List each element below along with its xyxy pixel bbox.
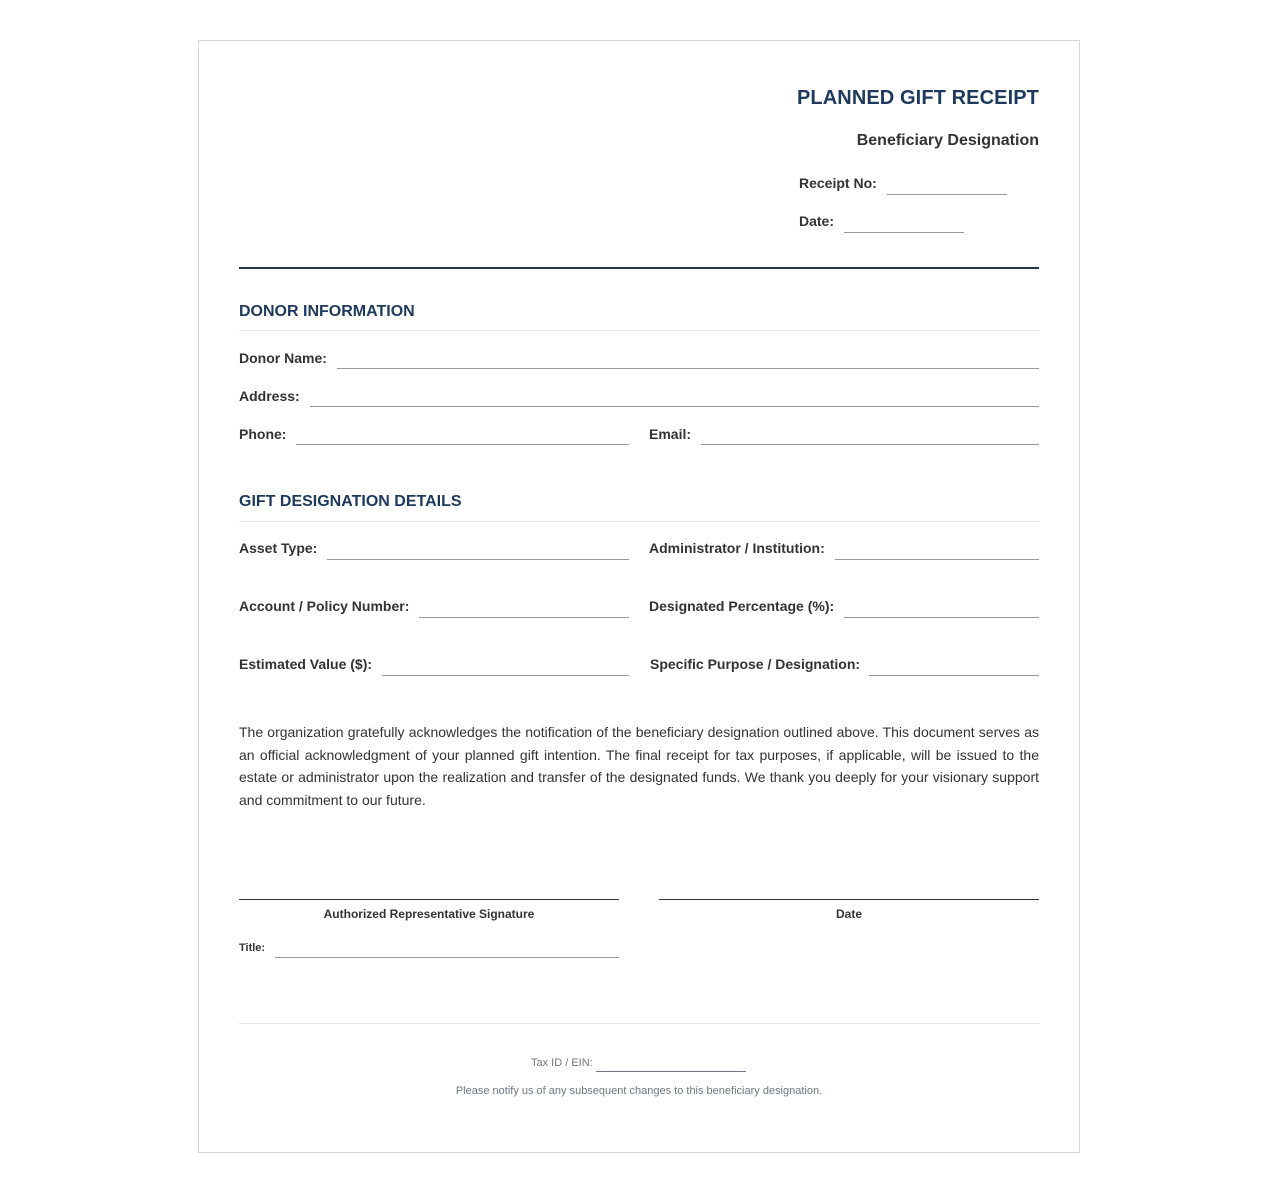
footer-divider [239,1023,1039,1024]
acknowledgment-paragraph: The organization gratefully acknowledges the notification of the beneficiary designation outlined above. This document serves as an official acknowledgment of your planned gift intention. The final receipt for tax purposes, if applicable, will be issued to the estate or administrator upon the realization and transfer of the designated funds. We thank you deeply for your visionary support and commitment to our future. [239,724,1039,808]
phone-field[interactable] [296,444,629,445]
footer-note: Please notify us of any subsequent changes to this beneficiary designation. [455,1085,823,1097]
administrator-field[interactable] [835,559,1039,560]
email-field[interactable] [701,444,1039,445]
title-label: Title: [239,942,266,954]
email-label: Email: [649,426,692,442]
account-number-label: Account / Policy Number: [239,598,410,614]
signature-date-caption: Date [835,907,862,921]
document-title: PLANNED GIFT RECEIPT [796,87,1039,109]
phone-label: Phone: [239,426,287,442]
header-date-field[interactable] [844,232,964,233]
title-field[interactable] [275,957,619,958]
donor-name-label: Donor Name: [239,350,327,366]
estimated-value-field[interactable] [382,675,629,676]
signature-date-line[interactable] [659,899,1039,900]
donor-section-title: DONOR INFORMATION [239,303,415,320]
percentage-field[interactable] [844,617,1039,618]
signature-caption: Authorized Representative Signature [323,907,535,921]
asset-type-label: Asset Type: [239,540,318,556]
tax-id-label: Tax ID / EIN: [531,1057,593,1069]
asset-type-field[interactable] [327,559,629,560]
gift-section-divider [239,521,1039,522]
receipt-document [198,40,1080,1153]
address-label: Address: [239,388,300,404]
header-divider [239,267,1039,269]
donor-name-field[interactable] [337,368,1039,369]
document-subtitle: Beneficiary Designation [856,132,1039,149]
administrator-label: Administrator / Institution: [649,540,825,556]
percentage-label: Designated Percentage (%): [649,598,835,614]
purpose-field[interactable] [869,675,1039,676]
signature-line[interactable] [239,899,619,900]
receipt-no-label: Receipt No: [799,175,877,191]
receipt-no-field[interactable] [887,194,1007,195]
account-number-field[interactable] [419,617,629,618]
gift-section-title: GIFT DESIGNATION DETAILS [239,493,462,510]
header-date-label: Date: [799,213,835,229]
tax-id-field[interactable] [596,1071,746,1072]
donor-section-divider [239,330,1039,331]
estimated-value-label: Estimated Value ($): [239,656,373,672]
address-field[interactable] [310,406,1039,407]
purpose-label: Specific Purpose / Designation: [650,656,861,672]
